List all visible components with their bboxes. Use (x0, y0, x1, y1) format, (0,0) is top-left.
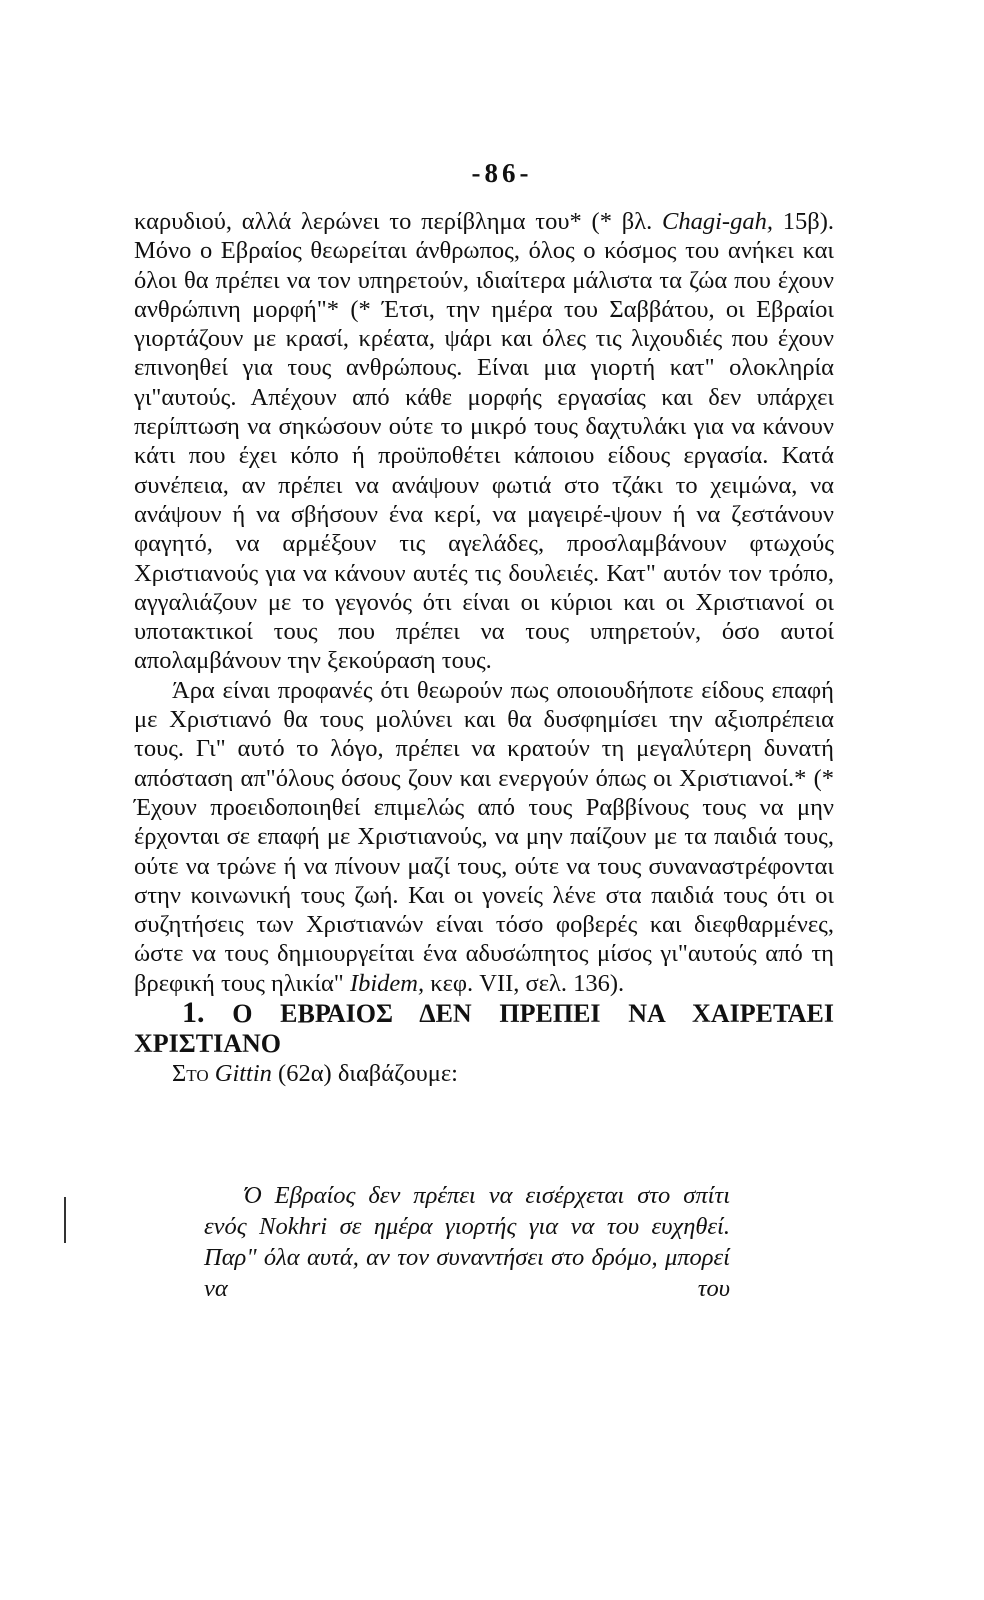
section-title: Ο ΕΒΡΑΙΟΣ ΔΕΝ ΠΡΕΠΕΙ ΝΑ ΧΑΙΡΕΤΑΕΙ ΧΡΙΣΤΙΑΝΟ (134, 999, 834, 1059)
paragraph-text: καρυδιού, αλλά λερώνει το περίβλημα του* (* βλ. (134, 208, 663, 235)
page-number: -86- (471, 158, 533, 188)
block-quote (204, 1180, 730, 1304)
citation: Gittin (214, 1060, 272, 1088)
margin-mark (64, 1197, 66, 1243)
paragraph-text: Άρα είναι προφανές ότι θεωρούν πως οποιουδήποτε είδους επαφή με Χριστιανό θα τους μολύνει και θα δυσφημίσει την αξιοπρέπεια τους. Γι" αυτό το λόγο, πρέπει να κρατούν τη μεγαλύτερη δυνατή απόσταση απ"όλους όσους ζουν και ενεργούν όπως οι Χριστιανοί.* (* Έχουν προειδοποιηθεί επιμελώς από τους Ραββίνους τους να μην έρχονται σε επαφή με Χριστιανούς, να μην παίζουν με τα παιδιά τους, ούτε να τρώνε ή να πίνουν μαζί τους, ούτε να τους συναναστρέφονται στην κοινωνική τους ζωή. Και οι γονείς λένε στα παιδιά τους ότι οι συζητήσεις των Χριστιανών είναι τόσο φοβερές και διεφθαρμένες, ώστε να τους δημιουργείται ένα αδυσώπητος μίσος γι"αυτούς από τη βρεφική τους ηλικία" (134, 676, 834, 997)
paragraph-text: κεφ. VII, σελ. 136). (424, 969, 625, 997)
section-heading (134, 998, 834, 1059)
paragraph (134, 676, 834, 998)
paragraph-text: 15β). Μόνο ο Εβραίος θεωρείται άνθρωπος, όλος ο κόσμος του ανήκει και όλοι θα πρέπει να τον υπηρετούν, ιδιαίτερα μάλιστα τα ζώα που έχουν ανθρώπινη μορφή"* (* Έτσι, την ημέρα του Σαββάτου, οι Εβραίοι γιορτάζουν με κρασί, κρέατα, ψάρι και όλες τις λιχουδιές που έχουν επινοηθεί για τους ανθρώπους. Είναι μια γιορτή κατ" ολοκληρία γι"αυτούς. Απέχουν από κάθε μορφής εργασίας και δεν υπάρχει περίπτωση να σηκώσουν ούτε το μικρό τους δαχτυλάκι για να κάνουν κάτι που έχει κόπο ή προϋποθέτει κάποιου είδους εργασία. Κατά συνέπεια, αν πρέπει να ανάψουν φωτιά στο τζάκι το χειμώνα, να ανάψουν ή να σβήσουν ένα κερί, να μαγειρέ-ψουν ή να ζεστάνουν φαγητό, να αρμέξουν τις αγελάδες, προσλαμβάνουν φτωχούς Χριστιανούς για να κάνουν αυτές τις δουλειές. Κατ" αυτόν τον τρόπο, αγγαλιάζουν με το γεγονός ότι είναι οι κύριοι και οι Χριστιανοί οι υποτακτικοί τους που πρέπει να τους υπηρετούν, όσο αυτοί απολαμβάνουν την ξεκούραση τους. (134, 208, 834, 675)
intro-lead: Στο (172, 1060, 209, 1088)
paragraph (134, 207, 834, 676)
citation: Chagi-gah, (662, 208, 773, 235)
section-number: 1. (182, 996, 205, 1030)
intro-text: (62α) διαβάζουμε: (271, 1060, 458, 1088)
quote-intro (134, 1059, 834, 1088)
body-text (134, 207, 834, 1088)
citation: Ibidem, (349, 969, 425, 997)
quote-text: Ό Εβραίος δεν πρέπει να εισέρχεται στο σπίτι ενός Nokhri σε ημέρα γιορτής για να του ευχηθεί. Παρ" όλα αυτά, αν τον συναντήσει στο δρόμο, μπορεί να του (204, 1182, 730, 1302)
